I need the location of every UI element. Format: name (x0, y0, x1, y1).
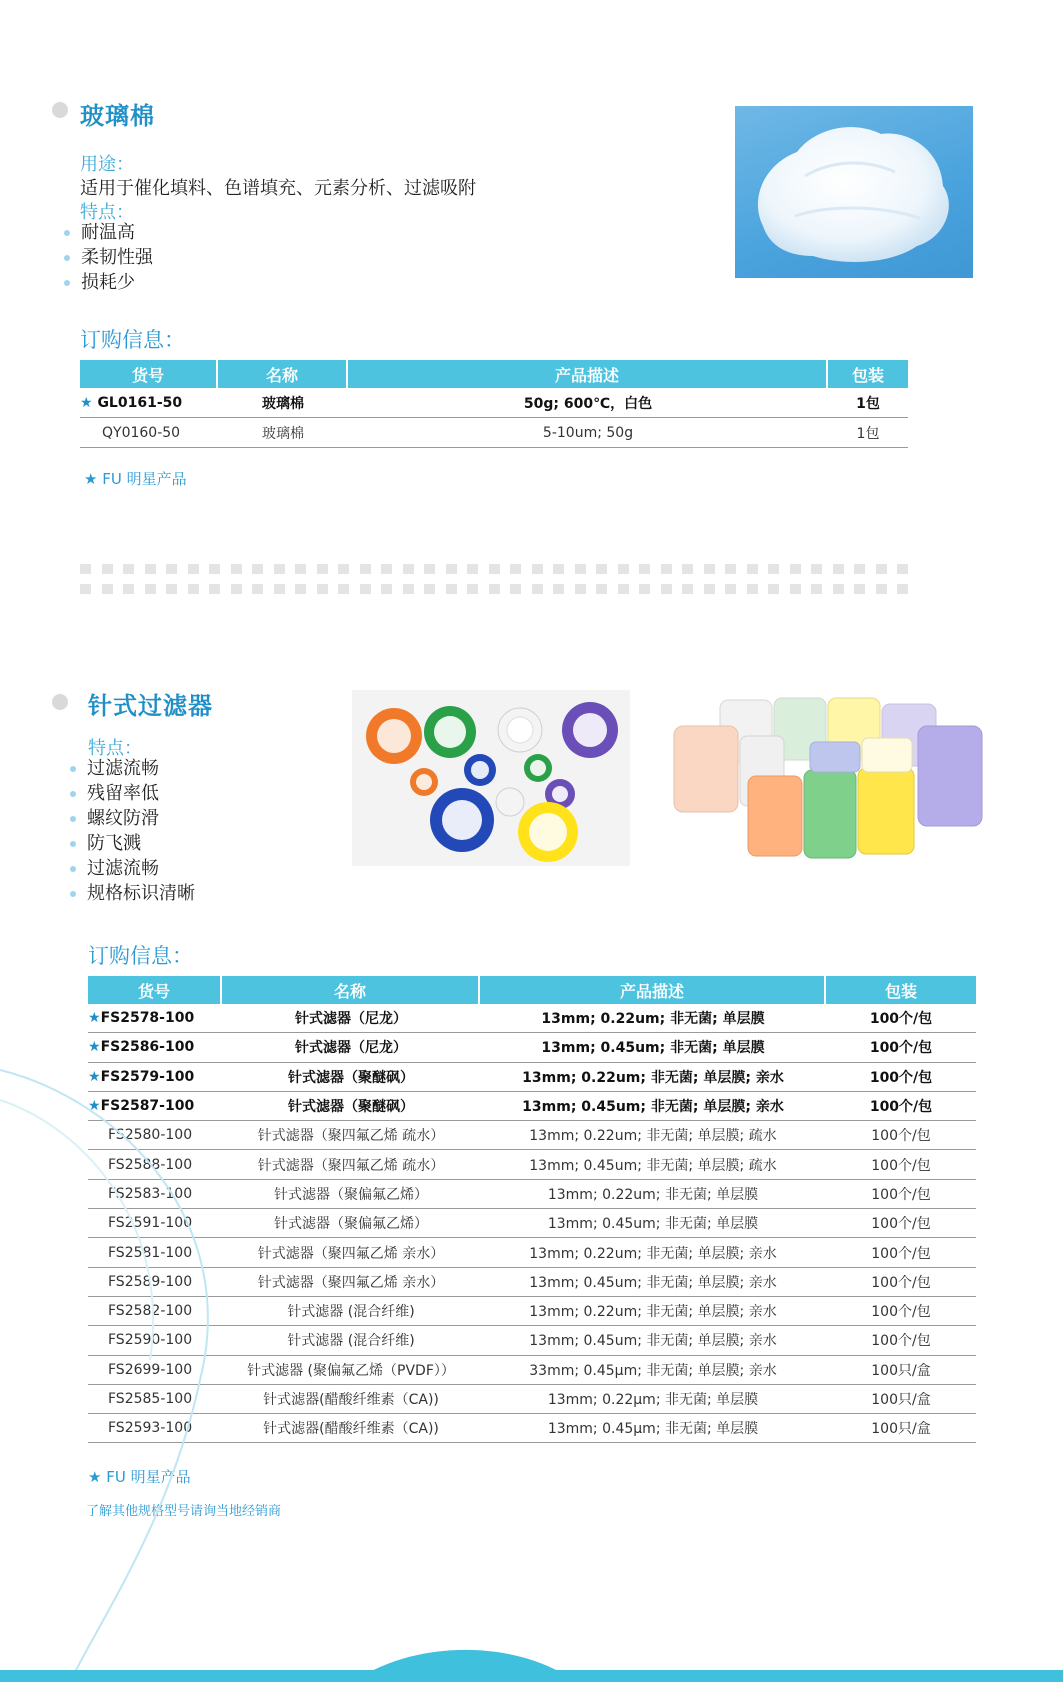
usage-label: 用途： (80, 154, 134, 175)
column-header: 包装 (828, 360, 908, 388)
section-bullet-dot (52, 102, 68, 118)
product-desc-cell: 13mm; 0.45μm; 非无菌; 单层膜 (480, 1414, 826, 1443)
column-header: 名称 (218, 360, 348, 388)
divider-square (553, 584, 564, 594)
product-name-cell: 针式滤器 (混合纤维) (222, 1326, 480, 1355)
feature-item: 规格标识清晰 (68, 881, 195, 906)
product-code-cell: FS2699-100 (88, 1356, 222, 1385)
feature-item: 防飞溅 (68, 831, 195, 856)
product-pack-cell: 100只/盒 (826, 1414, 976, 1443)
product-desc-cell: 50g; 600℃，白色 (348, 388, 828, 418)
divider-square (102, 564, 113, 574)
product-code-cell: ★FS2587-100 (88, 1092, 222, 1121)
product-desc-cell: 13mm; 0.22um; 非无菌; 单层膜; 亲水 (480, 1063, 826, 1092)
divider-square (403, 564, 414, 574)
product-name-cell: 针式滤器(醋酸纤维素（CA)) (222, 1385, 480, 1414)
feature-bullet-icon (70, 891, 76, 897)
feature-bullet-icon (70, 866, 76, 872)
divider-square (682, 564, 693, 574)
product-pack-cell: 100个/包 (826, 1297, 976, 1326)
table-row (88, 1033, 976, 1062)
section-divider (80, 564, 908, 574)
star-icon: ★ (88, 1039, 101, 1056)
product-name-cell: 针式滤器（聚四氟乙烯 疏水） (222, 1121, 480, 1150)
table-row (88, 1004, 976, 1033)
divider-square (252, 584, 263, 594)
product-pack-cell: 100个/包 (826, 1004, 976, 1033)
divider-square (424, 584, 435, 594)
divider-square (897, 584, 908, 594)
product-pack-cell: 100个/包 (826, 1121, 976, 1150)
product-pack-cell: 100个/包 (826, 1033, 976, 1062)
syringe-filter-jars-photo (670, 692, 990, 860)
divider-square (209, 584, 220, 594)
divider-square (446, 584, 457, 594)
product-desc-cell: 13mm; 0.45um; 非无菌; 单层膜; 亲水 (480, 1326, 826, 1355)
divider-square (489, 564, 500, 574)
product-desc-cell: 5-10um; 50g (348, 418, 828, 448)
dealer-note: 了解其他规格型号请询当地经销商 (86, 1504, 282, 1519)
product-code-cell: FS2593-100 (88, 1414, 222, 1443)
product-pack-cell: 1包 (828, 388, 908, 418)
star-icon: ★ (88, 1098, 101, 1115)
table-header-row (88, 976, 976, 1004)
divider-square (188, 584, 199, 594)
divider-square (704, 564, 715, 574)
feature-bullet-icon (70, 766, 76, 772)
feature-bullet-icon (70, 841, 76, 847)
feature-bullet-icon (64, 255, 70, 261)
divider-square (532, 584, 543, 594)
product-desc-cell: 33mm; 0.45μm; 非无菌; 单层膜; 亲水 (480, 1356, 826, 1385)
divider-square (360, 564, 371, 574)
features-label: 特点： (80, 202, 134, 223)
product-desc-cell: 13mm; 0.22um; 非无菌; 单层膜; 亲水 (480, 1238, 826, 1267)
section-divider (80, 584, 908, 594)
product-pack-cell: 100个/包 (826, 1238, 976, 1267)
divider-square (145, 584, 156, 594)
product-pack-cell: 100个/包 (826, 1209, 976, 1238)
product-name-cell: 针式滤器（聚四氟乙烯 亲水） (222, 1238, 480, 1267)
product-name-cell: 针式滤器（聚四氟乙烯 疏水） (222, 1150, 480, 1179)
divider-square (489, 584, 500, 594)
divider-square (252, 564, 263, 574)
product-code-cell: ★FS2578-100 (88, 1004, 222, 1033)
feature-item: 过滤流畅 (68, 756, 195, 781)
product-name-cell: 针式滤器 (聚偏氟乙烯（PVDF）） (222, 1356, 480, 1385)
product-code-cell: FS2590-100 (88, 1326, 222, 1355)
star-product-note: ★ FU 明星产品 (88, 1468, 191, 1486)
divider-square (553, 564, 564, 574)
divider-square (231, 584, 242, 594)
feature-item: 损耗少 (62, 270, 153, 295)
table-row (80, 418, 908, 448)
divider-square (575, 564, 586, 574)
divider-square (123, 584, 134, 594)
product-code-cell: FS2581-100 (88, 1238, 222, 1267)
section-title-glass-wool: 玻璃棉 (80, 102, 155, 130)
column-header: 产品描述 (480, 976, 826, 1004)
divider-square (467, 584, 478, 594)
product-code-cell: ★FS2586-100 (88, 1033, 222, 1062)
product-code-cell: FS2588-100 (88, 1150, 222, 1179)
star-icon: ★ (80, 394, 98, 411)
product-code-cell: FS2580-100 (88, 1121, 222, 1150)
product-desc-cell: 13mm; 0.45um; 非无菌; 单层膜; 亲水 (480, 1092, 826, 1121)
product-code-cell: FS2589-100 (88, 1268, 222, 1297)
divider-square (231, 564, 242, 574)
divider-square (338, 584, 349, 594)
divider-square (618, 584, 629, 594)
divider-square (166, 584, 177, 594)
divider-square (854, 564, 865, 574)
divider-square (338, 564, 349, 574)
divider-square (833, 564, 844, 574)
product-pack-cell: 100个/包 (826, 1180, 976, 1209)
divider-square (274, 564, 285, 574)
product-code-cell: FS2591-100 (88, 1209, 222, 1238)
syringe-filters-photo (352, 690, 630, 866)
product-desc-cell: 13mm; 0.22μm; 非无菌; 单层膜 (480, 1385, 826, 1414)
divider-square (166, 564, 177, 574)
column-header: 名称 (222, 976, 480, 1004)
product-code-cell: QY0160-50 (80, 418, 218, 448)
divider-square (467, 564, 478, 574)
star-product-note: ★ FU 明星产品 (84, 470, 187, 488)
product-pack-cell: 100只/盒 (826, 1356, 976, 1385)
divider-square (790, 584, 801, 594)
product-desc-cell: 13mm; 0.22um; 非无菌; 单层膜 (480, 1180, 826, 1209)
divider-square (317, 564, 328, 574)
product-pack-cell: 100个/包 (826, 1063, 976, 1092)
star-icon: ★ (88, 1068, 101, 1085)
divider-square (747, 564, 758, 574)
divider-square (768, 564, 779, 574)
product-name-cell: 玻璃棉 (218, 418, 348, 448)
product-pack-cell: 100个/包 (826, 1150, 976, 1179)
glass-wool-order-table (80, 360, 908, 448)
product-code-cell: ★ GL0161-50 (80, 388, 218, 418)
divider-square (360, 584, 371, 594)
divider-square (725, 564, 736, 574)
product-desc-cell: 13mm; 0.45um; 非无菌; 单层膜; 亲水 (480, 1268, 826, 1297)
product-name-cell: 针式滤器（聚四氟乙烯 亲水） (222, 1268, 480, 1297)
order-info-title: 订购信息： (80, 328, 185, 352)
divider-square (317, 584, 328, 594)
divider-square (80, 584, 91, 594)
divider-square (575, 584, 586, 594)
divider-square (532, 564, 543, 574)
divider-square (639, 584, 650, 594)
product-code-cell: FS2582-100 (88, 1297, 222, 1326)
divider-square (596, 584, 607, 594)
product-name-cell: 针式滤器（尼龙） (222, 1033, 480, 1062)
feature-bullet-icon (64, 230, 70, 236)
divider-square (897, 564, 908, 574)
divider-square (725, 584, 736, 594)
divider-square (682, 584, 693, 594)
product-name-cell: 针式滤器(醋酸纤维素（CA)) (222, 1414, 480, 1443)
divider-square (790, 564, 801, 574)
feature-item: 过滤流畅 (68, 856, 195, 881)
feature-item: 残留率低 (68, 781, 195, 806)
order-info-title: 订购信息： (88, 944, 193, 968)
divider-square (854, 584, 865, 594)
product-code-cell: FS2583-100 (88, 1180, 222, 1209)
product-pack-cell: 100个/包 (826, 1092, 976, 1121)
product-pack-cell: 100个/包 (826, 1326, 976, 1355)
divider-square (747, 584, 758, 594)
usage-text: 适用于催化填料、色谱填充、元素分析、过滤吸附 (80, 178, 476, 199)
column-header: 货号 (80, 360, 218, 388)
divider-square (510, 584, 521, 594)
product-desc-cell: 13mm; 0.22um; 非无菌; 单层膜; 亲水 (480, 1297, 826, 1326)
divider-square (295, 564, 306, 574)
product-desc-cell: 13mm; 0.45um; 非无菌; 单层膜 (480, 1209, 826, 1238)
filter-jar-icon (674, 698, 982, 858)
product-desc-cell: 13mm; 0.22um; 非无菌; 单层膜 (480, 1004, 826, 1033)
product-name-cell: 针式滤器 (混合纤维) (222, 1297, 480, 1326)
product-name-cell: 玻璃棉 (218, 388, 348, 418)
section-title-syringe-filter: 针式过滤器 (88, 692, 213, 720)
divider-square (424, 564, 435, 574)
product-name-cell: 针式滤器（聚醚砜） (222, 1092, 480, 1121)
column-header: 产品描述 (348, 360, 828, 388)
divider-square (381, 564, 392, 574)
feature-item: 耐温高 (62, 220, 153, 245)
divider-square (661, 564, 672, 574)
divider-square (811, 564, 822, 574)
feature-bullet-icon (70, 816, 76, 822)
divider-square (274, 584, 285, 594)
divider-square (188, 564, 199, 574)
feature-item: 螺纹防滑 (68, 806, 195, 831)
divider-square (768, 584, 779, 594)
table-row (80, 388, 908, 418)
product-name-cell: 针式滤器（聚偏氟乙烯） (222, 1180, 480, 1209)
features-label: 特点： (88, 738, 142, 759)
feature-item: 柔韧性强 (62, 245, 153, 270)
decorative-wave-lines (0, 1060, 1063, 1682)
divider-square (704, 584, 715, 594)
column-header: 货号 (88, 976, 222, 1004)
divider-square (618, 564, 629, 574)
divider-square (811, 584, 822, 594)
divider-square (209, 564, 220, 574)
table-header-row (80, 360, 908, 388)
star-icon: ★ (88, 1010, 101, 1027)
feature-bullet-icon (70, 791, 76, 797)
product-name-cell: 针式滤器（尼龙） (222, 1004, 480, 1033)
column-header: 包装 (826, 976, 976, 1004)
product-code-cell: FS2585-100 (88, 1385, 222, 1414)
feature-bullet-icon (64, 280, 70, 286)
divider-square (295, 584, 306, 594)
divider-square (145, 564, 156, 574)
filter-disc-icon (366, 702, 618, 862)
glass-wool-photo (735, 106, 973, 278)
divider-square (381, 584, 392, 594)
divider-square (80, 564, 91, 574)
divider-square (876, 564, 887, 574)
divider-square (123, 564, 134, 574)
divider-square (102, 584, 113, 594)
divider-square (403, 584, 414, 594)
syringe-filter-feature-list (68, 756, 195, 906)
glass-wool-feature-list (62, 220, 153, 295)
product-pack-cell: 100个/包 (826, 1268, 976, 1297)
product-desc-cell: 13mm; 0.45um; 非无菌; 单层膜; 疏水 (480, 1150, 826, 1179)
product-desc-cell: 13mm; 0.22um; 非无菌; 单层膜; 疏水 (480, 1121, 826, 1150)
product-pack-cell: 1包 (828, 418, 908, 448)
product-pack-cell: 100只/盒 (826, 1385, 976, 1414)
product-code-cell: ★FS2579-100 (88, 1063, 222, 1092)
divider-square (639, 564, 650, 574)
divider-square (661, 584, 672, 594)
divider-square (876, 584, 887, 594)
section-bullet-dot (52, 694, 68, 710)
product-name-cell: 针式滤器（聚偏氟乙烯） (222, 1209, 480, 1238)
product-name-cell: 针式滤器（聚醚砜） (222, 1063, 480, 1092)
cotton-ball-icon (735, 106, 973, 278)
divider-square (510, 564, 521, 574)
divider-square (596, 564, 607, 574)
product-desc-cell: 13mm; 0.45um; 非无菌; 单层膜 (480, 1033, 826, 1062)
divider-square (446, 564, 457, 574)
divider-square (833, 584, 844, 594)
